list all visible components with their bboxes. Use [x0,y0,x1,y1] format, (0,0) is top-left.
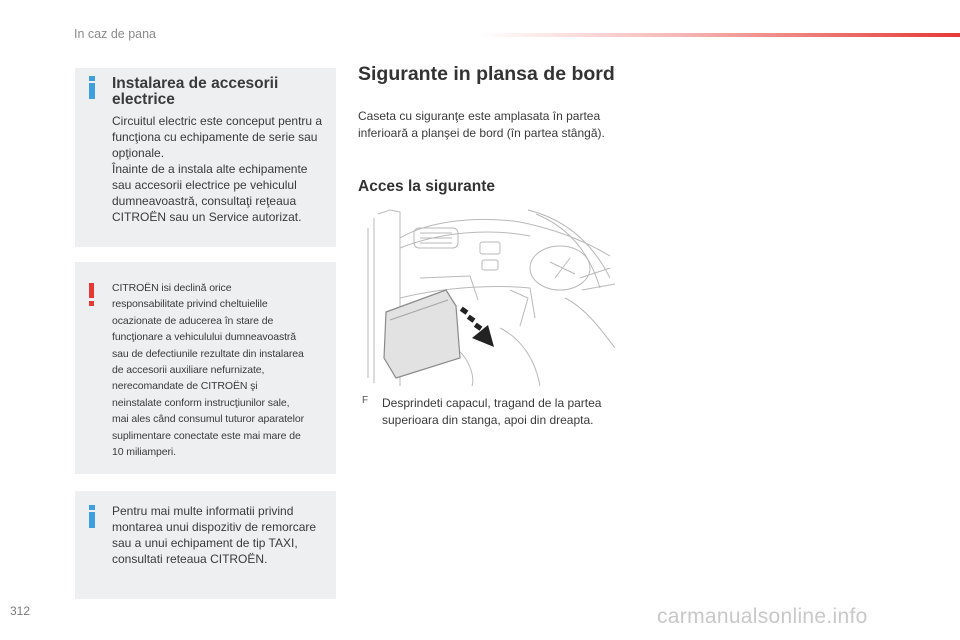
text-line: CITROËN sau un Service autorizat. [112,210,302,224]
text-line: nerecomandate de CITROËN şi [112,380,258,393]
bullet-marker: F [362,395,369,406]
box-title-line: Instalarea de accesorii [112,75,279,92]
watermark: carmanualsonline.info [657,605,868,628]
page-title: Sigurante in plansa de bord [358,63,615,85]
text-line: funcţionare a vehiculului dumneavoastră [112,331,297,344]
text-line: mai ales când consumul tuturor aparatelor [112,413,305,426]
info-box-towing [75,491,336,599]
warning-icon [89,283,94,306]
bullet-instruction [382,395,601,429]
section-title: In caz de pana [74,27,157,41]
text-line: responsabilitate privind cheltuielile [112,298,268,311]
text-line: CITROËN isi declină orice [112,282,232,294]
pull-arrow-icon [460,307,494,347]
info-icon [89,76,95,99]
text-line: sau a unui echipament de tip TAXI, [112,536,298,550]
info-box-accessories [75,68,336,247]
page-number: 312 [10,604,31,618]
box-body [112,113,332,225]
text-line: Caseta cu siguranţe este amplasata în partea [358,109,601,123]
text-line: opţionale. [112,146,165,160]
box-title-line: electrice [112,91,175,108]
text-line: ocazionate de aducerea în stare de [112,314,274,327]
text-line: dumneavoastră, consultaţi reţeaua [112,194,297,208]
text-line: inferioară a planşei de bord (în partea stângă). [358,126,605,140]
fuse-box-illustration [360,208,621,386]
text-line: Desprindeti capacul, tragand de la partea [382,396,602,410]
subsection-title: Acces la sigurante [358,178,495,195]
text-line: montarea unui dispozitiv de remorcare [112,520,317,534]
text-line: neinstalate conform instrucţiunilor sale, [112,396,290,409]
header-accent-bar [480,33,960,37]
text-line: sau accesorii electrice pe vehiculul [112,178,297,192]
box-body [112,280,334,460]
intro-paragraph [358,108,605,142]
info-icon [89,505,95,528]
text-line: Înainte de a instala alte echipamente [112,162,308,176]
text-line: sau de defectiunile rezultate din instalarea [112,347,304,360]
box-body [112,503,332,567]
warning-box-liability [75,262,336,474]
text-line: consultati reteaua CITROËN. [112,552,268,566]
text-line: de accesorii auxiliare nefurnizate, [112,364,265,377]
text-line: 10 miliamperi. [112,446,176,459]
text-line: Pentru mai multe informatii privind [112,504,294,518]
text-line: superioara din stanga, apoi din dreapta. [382,413,594,427]
text-line: Circuitul electric este conceput pentru a [112,114,323,128]
box-title [112,76,327,108]
text-line: suplimentare conectate este mai mare de [112,429,301,442]
text-line: funcţiona cu echipamente de serie sau [112,130,318,144]
